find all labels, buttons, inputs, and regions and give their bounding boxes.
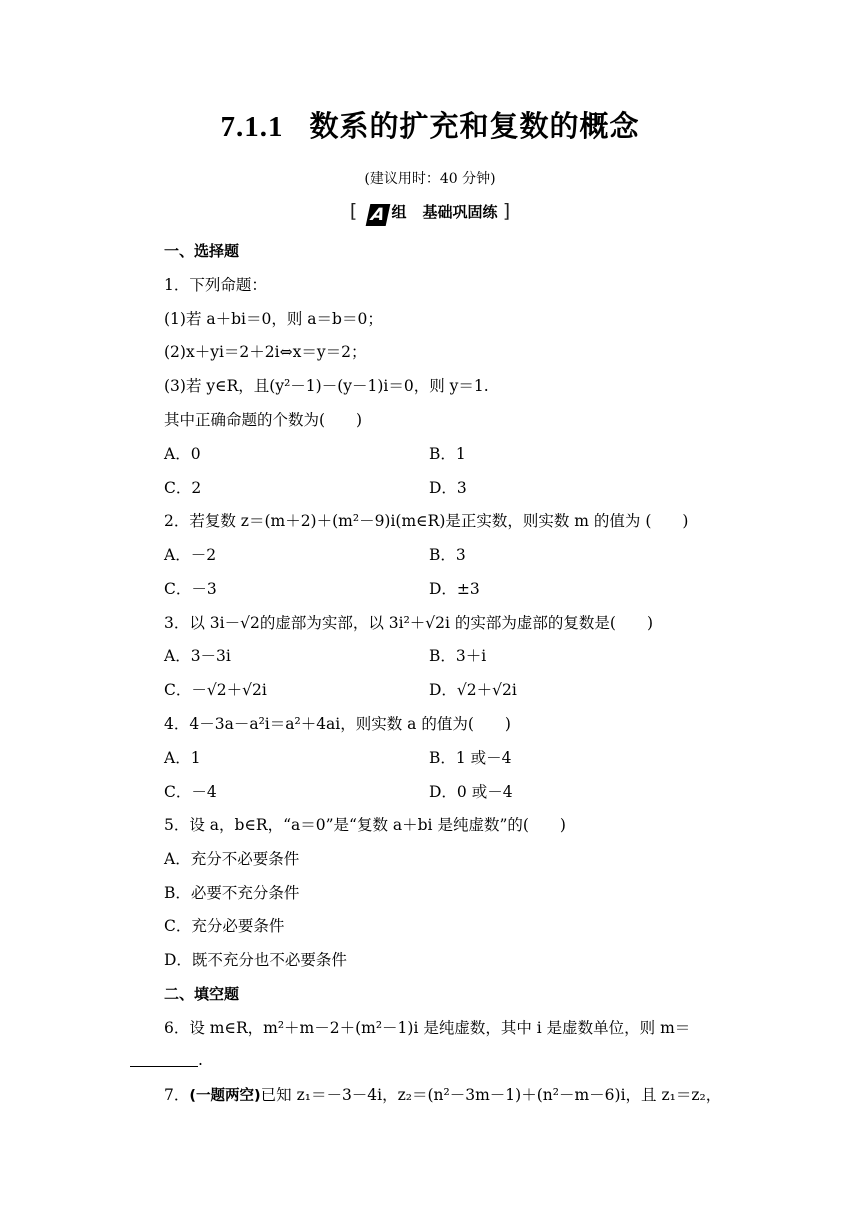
question-6-stem: 6．设 m∈R，m²＋m－2＋(m²－1)i 是纯虚数，其中 i 是虚数单位，则 m＝ bbox=[164, 1019, 691, 1037]
group-letter-badge: A bbox=[366, 204, 391, 226]
question-1-proposition-3: (3)若 y∈R，且(y²－1)－(y－1)i＝0，则 y＝1. bbox=[164, 377, 489, 395]
question-4-stem: 4．4－3a－a²i＝a²＋4ai，则实数 a 的值为( ) bbox=[164, 715, 511, 733]
question-5-option-b: B．必要不充分条件 bbox=[164, 884, 300, 902]
question-4-option-d: D．0 或－4 bbox=[429, 783, 513, 801]
question-1-option-a: A．0 bbox=[164, 445, 201, 463]
page-title bbox=[0, 104, 860, 145]
title-number: 7.1.1 bbox=[220, 111, 284, 143]
question-1-ask: 其中正确命题的个数为( ) bbox=[164, 411, 363, 429]
section-heading-fill: 二、填空题 bbox=[164, 985, 240, 1003]
suggested-time: (建议用时：40 分钟) bbox=[364, 171, 496, 187]
question-5-option-a: A．充分不必要条件 bbox=[164, 850, 300, 868]
question-6-answer-line bbox=[130, 1050, 203, 1070]
question-3-option-c: C．－√2＋√2i bbox=[164, 681, 267, 699]
answer-blank[interactable] bbox=[130, 1052, 198, 1067]
question-1-option-d: D．3 bbox=[429, 479, 467, 497]
question-1-option-c: C．2 bbox=[164, 479, 202, 497]
group-label: 组 bbox=[391, 203, 407, 221]
section-heading-choice: 一、选择题 bbox=[164, 242, 240, 260]
question-7-number: 7． bbox=[164, 1086, 190, 1104]
question-2-option-c: C．－3 bbox=[164, 580, 217, 598]
question-5-option-c: C．充分必要条件 bbox=[164, 917, 285, 935]
question-2-option-d: D．±3 bbox=[429, 580, 480, 598]
question-3-stem: 3．以 3i－√2的虚部为实部，以 3i²＋√2i 的实部为虚部的复数是( ) bbox=[164, 614, 654, 632]
question-7-stem-line bbox=[164, 1085, 721, 1106]
question-1-option-b: B．1 bbox=[429, 445, 466, 463]
question-3-option-d: D．√2＋√2i bbox=[429, 681, 517, 699]
question-1-stem: 1．下列命题： bbox=[164, 276, 267, 294]
question-7-stem: 已知 z₁＝－3－4i，z₂＝(n²－3m－1)＋(n²－m－6)i，且 z₁＝z₂， bbox=[260, 1086, 722, 1104]
question-5-stem: 5．设 a，b∈R，“a＝0”是“复数 a＋bi 是纯虚数”的( ) bbox=[164, 816, 566, 834]
group-name: 基础巩固练 bbox=[422, 203, 498, 221]
question-1-proposition-2: (2)x＋yi＝2＋2i⇔x＝y＝2； bbox=[164, 343, 367, 361]
title-text: 数系的扩充和复数的概念 bbox=[309, 109, 640, 143]
question-7-tag: (一题两空) bbox=[189, 1088, 261, 1104]
question-6-end: . bbox=[198, 1051, 203, 1069]
question-4-option-b: B．1 或－4 bbox=[429, 749, 512, 767]
bracket-left: [ bbox=[349, 200, 358, 222]
question-2-option-b: B．3 bbox=[429, 546, 466, 564]
question-3-option-b: B．3＋i bbox=[429, 647, 487, 665]
question-2-option-a: A．－2 bbox=[164, 546, 217, 564]
bracket-right: ] bbox=[502, 200, 511, 222]
question-3-option-a: A．3－3i bbox=[164, 647, 231, 665]
question-4-option-c: C．－4 bbox=[164, 783, 217, 801]
group-banner bbox=[0, 200, 860, 226]
question-2-stem: 2．若复数 z＝(m＋2)＋(m²－9)i(m∈R)是正实数，则实数 m 的值为 ( ) bbox=[164, 512, 689, 530]
question-4-option-a: A．1 bbox=[164, 749, 201, 767]
question-1-proposition-1: (1)若 a＋bi＝0，则 a＝b＝0； bbox=[164, 310, 383, 328]
question-5-option-d: D．既不充分也不必要条件 bbox=[164, 951, 347, 969]
